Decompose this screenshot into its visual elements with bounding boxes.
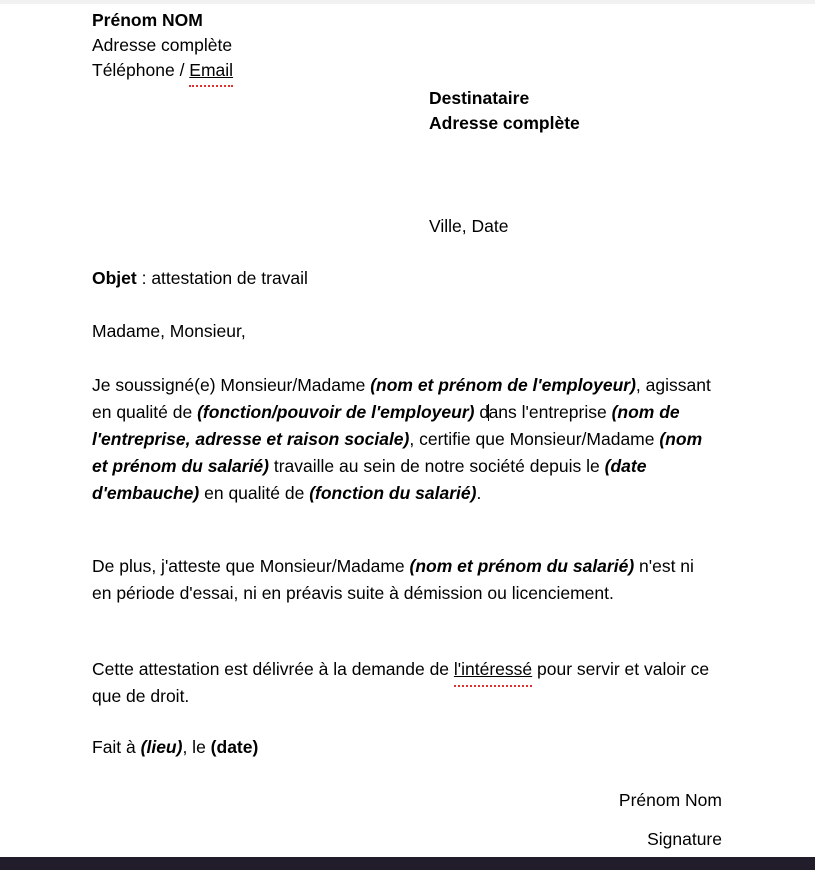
subject-value: : attestation de travail — [136, 268, 308, 288]
recipient-block — [429, 86, 580, 136]
salutation: Madame, Monsieur, — [92, 321, 246, 341]
p1-text-2: , agissant en qualité de — [92, 375, 711, 422]
p1-field-hire-date: (date d'embauche) — [92, 456, 647, 503]
p1-field-company: (nom de l'entreprise, adresse et raison sociale) — [92, 402, 680, 449]
p1-text-4: , certifie que Monsieur/Madame — [409, 429, 660, 449]
body-paragraph-3 — [92, 656, 717, 710]
recipient-name: Destinataire — [429, 88, 530, 108]
subject-line — [92, 266, 308, 291]
p1-text-6: en qualité de — [199, 483, 310, 503]
p1-text-3a: d — [474, 402, 490, 422]
p1-field-employee-role: (fonction du salarié) — [309, 483, 477, 503]
closing-text-2: , le — [182, 737, 211, 757]
p1-field-employer-role: (fonction/pouvoir de l'employeur) — [197, 402, 475, 422]
recipient-address: Adresse complète — [429, 113, 580, 133]
p1-text-5: travaille au sein de notre société depuis le — [269, 456, 605, 476]
sender-email-misspelled: Email — [189, 58, 233, 83]
closing-line — [92, 735, 258, 760]
sender-contact-prefix: Téléphone / — [92, 60, 190, 80]
document-page — [0, 4, 815, 857]
p1-field-employee-name: (nom et prénom du salarié) — [92, 429, 703, 476]
p1-text-7: . — [476, 483, 482, 503]
p1-field-employer-name: (nom et prénom de l'employeur) — [370, 375, 636, 395]
body-paragraph-1 — [92, 372, 717, 507]
closing-field-date: (date) — [210, 737, 259, 757]
p2-text-2: n'est ni en période d'essai, ni en préavis suite à démission ou licenciement. — [92, 556, 694, 603]
p3-text-1: Cette attestation est délivrée à la demande de — [92, 659, 454, 679]
signature-name: Prénom Nom — [618, 790, 722, 810]
body-paragraph-2 — [92, 553, 717, 607]
window-bottom-bar — [0, 857, 815, 870]
closing-field-place: (lieu) — [140, 737, 183, 757]
p3-word-misspelled: l'intéressé — [454, 656, 532, 683]
signature-label: Signature — [647, 829, 722, 849]
p2-text-1: De plus, j'atteste que Monsieur/Madame — [92, 556, 410, 576]
p1-text-3b: ans l'entreprise — [488, 402, 612, 422]
sender-name: Prénom NOM — [92, 10, 203, 30]
place-and-date: Ville, Date — [429, 216, 509, 236]
sender-block — [92, 8, 233, 83]
subject-label: Objet — [92, 268, 137, 288]
p3-text-2: pour servir et valoir ce que de droit. — [92, 659, 710, 706]
sender-contact — [92, 58, 233, 83]
closing-text-1: Fait à — [92, 737, 141, 757]
sender-address: Adresse complète — [92, 35, 233, 55]
p2-field-employee-name: (nom et prénom du salarié) — [409, 556, 635, 576]
p1-text-1: Je soussigné(e) Monsieur/Madame — [92, 375, 371, 395]
